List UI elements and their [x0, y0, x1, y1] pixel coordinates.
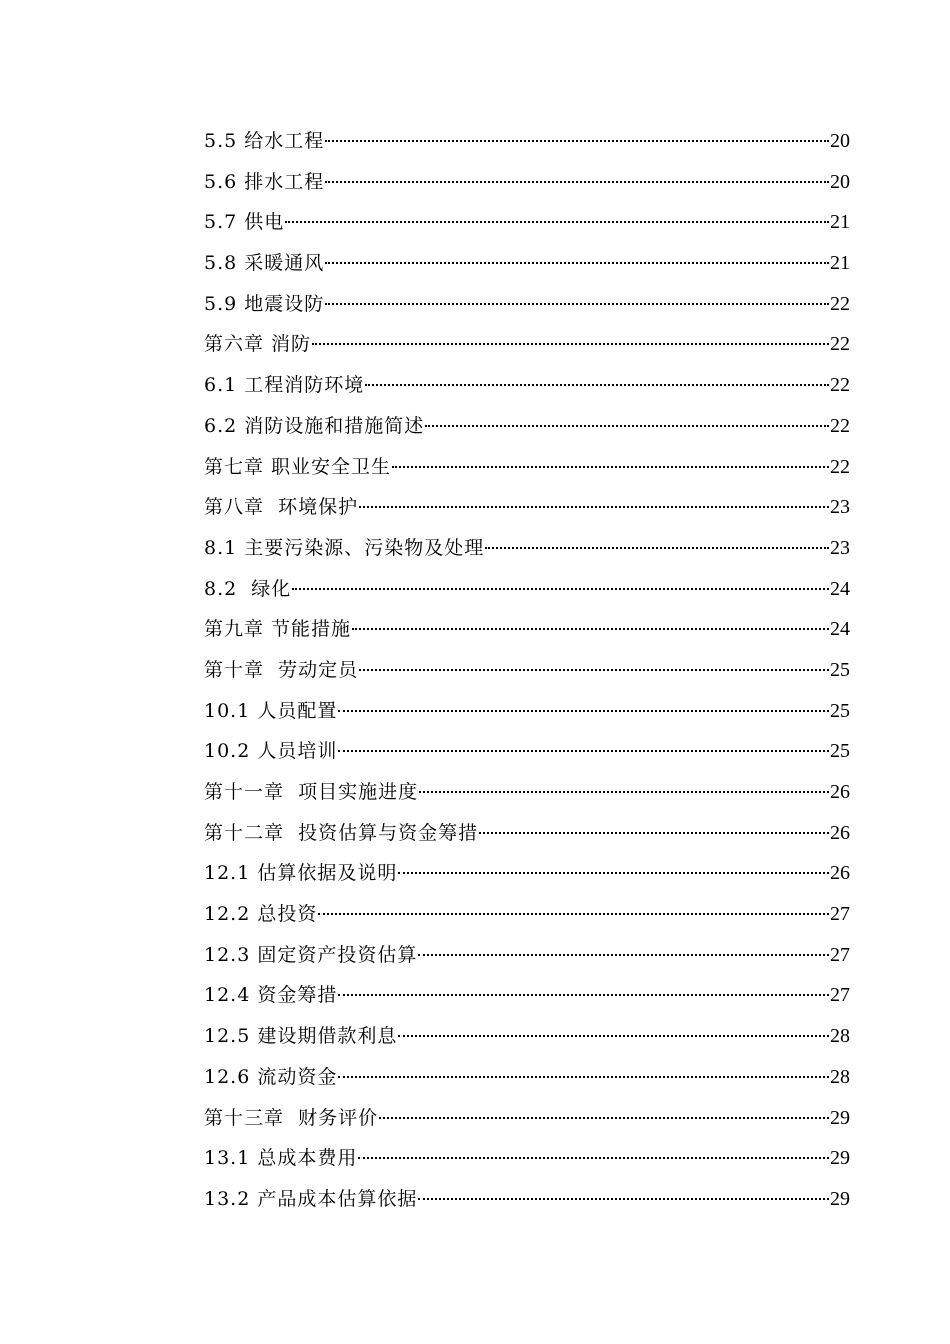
toc-dot-leader [285, 220, 829, 223]
toc-entry-page-number: 20 [830, 170, 850, 193]
toc-entry-page-number: 28 [830, 1065, 850, 1088]
toc-dot-leader [479, 831, 829, 834]
toc-dot-leader [359, 668, 829, 671]
toc-entry-title: 5.8 采暖通风 [204, 252, 325, 275]
toc-entry[interactable] [204, 365, 850, 406]
toc-entry-title: 5.9 地震设防 [204, 292, 325, 315]
toc-entry-page-number: 26 [830, 821, 850, 844]
toc-dot-leader [325, 261, 829, 264]
toc-entry-title: 10.2 人员培训 [204, 740, 338, 763]
toc-entry-title: 第六章 消防 [204, 333, 312, 356]
toc-entry[interactable] [204, 1179, 850, 1220]
toc-entry-title: 第十三章 财务评价 [204, 1106, 379, 1129]
toc-entry-page-number: 29 [830, 1187, 850, 1210]
toc-entry[interactable] [204, 731, 850, 772]
toc-entry-title: 5.7 供电 [204, 211, 285, 234]
toc-dot-leader [379, 1116, 829, 1119]
toc-entry[interactable] [204, 243, 850, 284]
toc-entry-title: 12.1 估算依据及说明 [204, 862, 398, 885]
toc-entry-page-number: 25 [830, 658, 850, 681]
toc-entry[interactable] [204, 1016, 850, 1057]
toc-entry-page-number: 22 [830, 333, 850, 356]
toc-entry[interactable] [204, 772, 850, 813]
toc-entry-page-number: 22 [830, 292, 850, 315]
toc-entry-title: 6.2 消防设施和措施简述 [204, 414, 425, 437]
toc-entry-page-number: 28 [830, 1025, 850, 1048]
toc-entry-title: 5.5 给水工程 [204, 130, 325, 152]
toc-entry-title: 第十一章 项目实施进度 [204, 781, 419, 803]
toc-entry[interactable] [204, 569, 850, 610]
toc-entry-title: 10.1 人员配置 [204, 699, 338, 722]
toc-entry[interactable] [204, 813, 850, 854]
toc-entry[interactable] [204, 975, 850, 1016]
toc-entry[interactable] [204, 853, 850, 894]
toc-entry[interactable] [204, 650, 850, 691]
toc-entry-title: 第十二章 投资估算与资金筹措 [204, 821, 479, 844]
toc-dot-leader [398, 871, 829, 874]
toc-dot-leader [425, 424, 829, 427]
toc-entry[interactable] [204, 447, 850, 488]
toc-entry-title: 12.4 资金筹措 [204, 984, 338, 1007]
toc-entry-title: 12.5 建设期借款利息 [204, 1025, 398, 1048]
toc-dot-leader [359, 505, 829, 508]
toc-dot-leader [318, 912, 829, 915]
toc-entry-page-number: 22 [830, 374, 850, 397]
toc-entry-page-number: 25 [830, 699, 850, 722]
toc-entry-page-number: 23 [830, 496, 850, 519]
toc-entry[interactable] [204, 162, 850, 203]
toc-entry[interactable] [204, 1057, 850, 1098]
toc-entry[interactable] [204, 1138, 850, 1179]
toc-dot-leader [358, 1156, 829, 1159]
toc-entry[interactable] [204, 1098, 850, 1139]
toc-entry-page-number: 24 [830, 618, 850, 641]
toc-entry-page-number: 26 [830, 781, 850, 803]
toc-dot-leader [338, 1075, 829, 1078]
toc-dot-leader [338, 709, 829, 712]
toc-entry-page-number: 21 [830, 211, 850, 234]
toc-entry-title: 第七章 职业安全卫生 [204, 455, 392, 478]
toc-entry-title: 12.2 总投资 [204, 903, 318, 926]
toc-entry-title: 8.1 主要污染源、污染物及处理 [204, 536, 485, 559]
toc-entry[interactable] [204, 487, 850, 528]
toc-entry-page-number: 27 [830, 943, 850, 966]
toc-dot-leader [338, 993, 829, 996]
toc-entry-page-number: 22 [830, 414, 850, 437]
toc-dot-leader [392, 465, 829, 468]
toc-entry-page-number: 21 [830, 252, 850, 275]
toc-entry[interactable] [204, 691, 850, 732]
toc-entry[interactable] [204, 121, 850, 162]
toc-entry[interactable] [204, 528, 850, 569]
toc-dot-leader [418, 953, 829, 956]
toc-dot-leader [325, 139, 829, 142]
table-of-contents [204, 121, 850, 1220]
toc-entry-title: 8.2 绿化 [204, 577, 292, 600]
toc-entry[interactable] [204, 284, 850, 325]
toc-entry-page-number: 29 [830, 1106, 850, 1129]
toc-entry-title: 13.1 总成本费用 [204, 1147, 358, 1170]
toc-entry-page-number: 20 [830, 130, 850, 152]
toc-entry-page-number: 29 [830, 1147, 850, 1170]
toc-entry[interactable] [204, 202, 850, 243]
toc-dot-leader [352, 627, 829, 630]
toc-entry[interactable] [204, 935, 850, 976]
toc-dot-leader [418, 1197, 829, 1200]
toc-entry-page-number: 27 [830, 984, 850, 1007]
toc-entry[interactable] [204, 406, 850, 447]
toc-dot-leader [398, 1034, 829, 1037]
toc-entry-title: 12.6 流动资金 [204, 1065, 338, 1088]
toc-entry-page-number: 24 [830, 577, 850, 600]
toc-entry-page-number: 22 [830, 455, 850, 478]
toc-entry-title: 第九章 节能措施 [204, 618, 352, 641]
toc-entry[interactable] [204, 894, 850, 935]
toc-entry-title: 12.3 固定资产投资估算 [204, 943, 418, 966]
toc-dot-leader [365, 383, 829, 386]
toc-dot-leader [338, 749, 829, 752]
toc-entry[interactable] [204, 609, 850, 650]
toc-entry-title: 6.1 工程消防环境 [204, 374, 365, 397]
toc-dot-leader [292, 587, 829, 590]
toc-dot-leader [419, 790, 829, 793]
toc-entry-title: 第十章 劳动定员 [204, 658, 359, 681]
toc-entry-title: 13.2 产品成本估算依据 [204, 1187, 418, 1210]
toc-entry-page-number: 23 [830, 536, 850, 559]
toc-dot-leader [325, 302, 829, 305]
toc-entry-title: 第八章 环境保护 [204, 496, 359, 519]
toc-dot-leader [485, 546, 829, 549]
toc-entry[interactable] [204, 324, 850, 365]
toc-dot-leader [325, 180, 829, 183]
toc-entry-title: 5.6 排水工程 [204, 170, 325, 193]
toc-entry-page-number: 25 [830, 740, 850, 763]
toc-entry-page-number: 27 [830, 903, 850, 926]
toc-entry-page-number: 26 [830, 862, 850, 885]
toc-dot-leader [312, 342, 829, 345]
